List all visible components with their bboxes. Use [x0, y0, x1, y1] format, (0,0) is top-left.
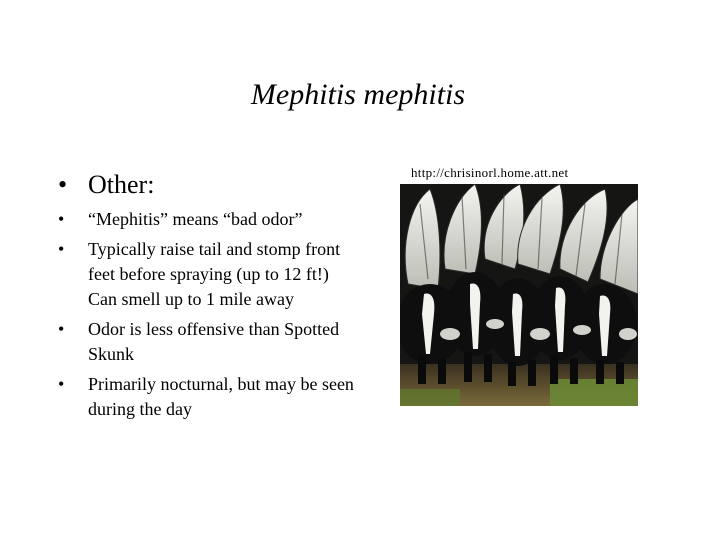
bullet-list — [58, 207, 358, 427]
list-item-text: Typically raise tail and stomp front feet before spraying (up to 12 ft!) Can smell up to 1 mile away — [88, 239, 341, 309]
list-item-text: Odor is less offensive than Spotted Skunk — [88, 319, 340, 364]
image-credit: http://chrisinorl.home.att.net — [411, 165, 569, 180]
bullet-marker: • — [58, 319, 65, 339]
list-item-text: “Mephitis” means “bad odor” — [88, 209, 303, 229]
bullet-marker: • — [58, 239, 65, 259]
list-item — [58, 237, 358, 312]
list-item — [58, 372, 358, 422]
list-item — [58, 207, 358, 232]
slide-title: Mephitis mephitis — [250, 78, 466, 111]
bullet-marker: • — [58, 374, 65, 394]
bullet-marker: • — [58, 209, 65, 229]
list-item — [58, 317, 358, 367]
list-item-text: Primarily nocturnal, but may be seen during the day — [88, 374, 354, 419]
skunks-photo — [400, 184, 638, 406]
heading-label: Other: — [88, 170, 155, 199]
section-heading — [58, 168, 154, 202]
heading-bullet: • — [58, 170, 68, 199]
